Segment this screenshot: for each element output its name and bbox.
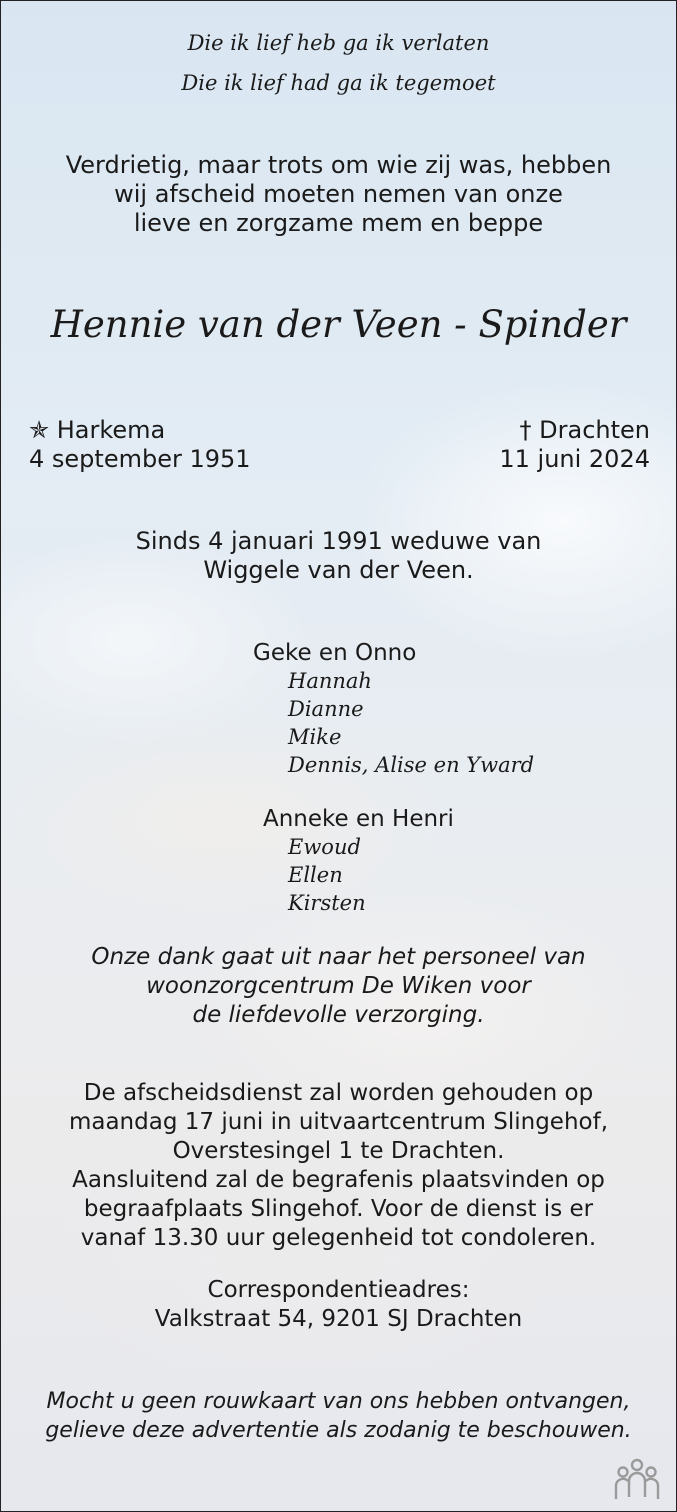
thanks-line: woonzorgcentrum De Wiken voor	[146, 973, 531, 999]
motto-line: Die ik lief had ga ik tegemoet	[181, 71, 496, 95]
intro-text	[1, 151, 676, 238]
family-group	[253, 639, 534, 779]
service-line: maandag 17 juni in uitvaartcentrum Slingehof,	[68, 1109, 609, 1135]
intro-line: Verdrietig, maar trots om wie zij was, hebben	[65, 151, 612, 179]
family-parents: Anneke en Henri	[263, 806, 454, 832]
correspondence-label: Correspondentieadres:	[207, 1277, 470, 1303]
child-name: Mike	[288, 725, 342, 749]
motto	[1, 23, 676, 103]
thanks-line: de liefdevolle verzorging.	[192, 1002, 485, 1028]
death-date: 11 juni 2024	[499, 445, 650, 473]
correspondence-address-line: Valkstraat 54, 9201 SJ Drachten	[154, 1306, 523, 1332]
death-place: † Drachten	[519, 416, 650, 444]
people-group-icon	[612, 1457, 662, 1503]
child-name: Ewoud	[288, 835, 361, 859]
child-name: Ellen	[288, 863, 343, 887]
family-group	[263, 805, 454, 917]
service-info	[1, 1079, 676, 1253]
service-line: begraafplaats Slingehof. Voor de dienst is er	[83, 1196, 594, 1222]
widow-line: Wiggele van der Veen.	[203, 556, 474, 584]
family-parents: Geke en Onno	[253, 640, 417, 666]
widow-line: Sinds 4 januari 1991 weduwe van	[135, 527, 542, 555]
motto-line: Die ik lief heb ga ik verlaten	[187, 31, 490, 55]
service-line: De afscheidsdienst zal worden gehouden op	[83, 1080, 594, 1106]
family-children	[263, 833, 454, 917]
footer-line: Mocht u geen rouwkaart van ons hebben ontvangen,	[46, 1389, 631, 1414]
intro-line: lieve en zorgzame mem en beppe	[133, 209, 544, 237]
family-children	[253, 667, 534, 779]
child-name: Dianne	[288, 697, 364, 721]
birth-date: 4 september 1951	[29, 445, 251, 473]
birth-info	[29, 416, 251, 474]
death-info	[499, 416, 650, 474]
service-line: Aansluitend zal de begrafenis plaatsvinden op	[72, 1167, 605, 1193]
footer-note	[1, 1387, 676, 1445]
thanks-line: Onze dank gaat uit naar het personeel van	[91, 944, 586, 970]
deceased-name: Hennie van der Veen - Spinder	[50, 303, 627, 346]
service-line: vanaf 13.30 uur gelegenheid tot condoleren.	[80, 1225, 597, 1251]
intro-line: wij afscheid moeten nemen van onze	[114, 180, 563, 208]
child-name: Kirsten	[288, 891, 366, 915]
service-line: Overstesingel 1 te Drachten.	[172, 1138, 505, 1164]
footer-line: gelieve deze advertentie als zodanig te beschouwen.	[45, 1418, 632, 1443]
birth-place: ✯ Harkema	[29, 416, 166, 444]
widow-text	[1, 527, 676, 585]
child-name: Hannah	[288, 669, 372, 693]
child-name: Dennis, Alise en Yward	[288, 753, 535, 777]
thanks-text	[1, 943, 676, 1030]
correspondence-address	[1, 1276, 676, 1334]
